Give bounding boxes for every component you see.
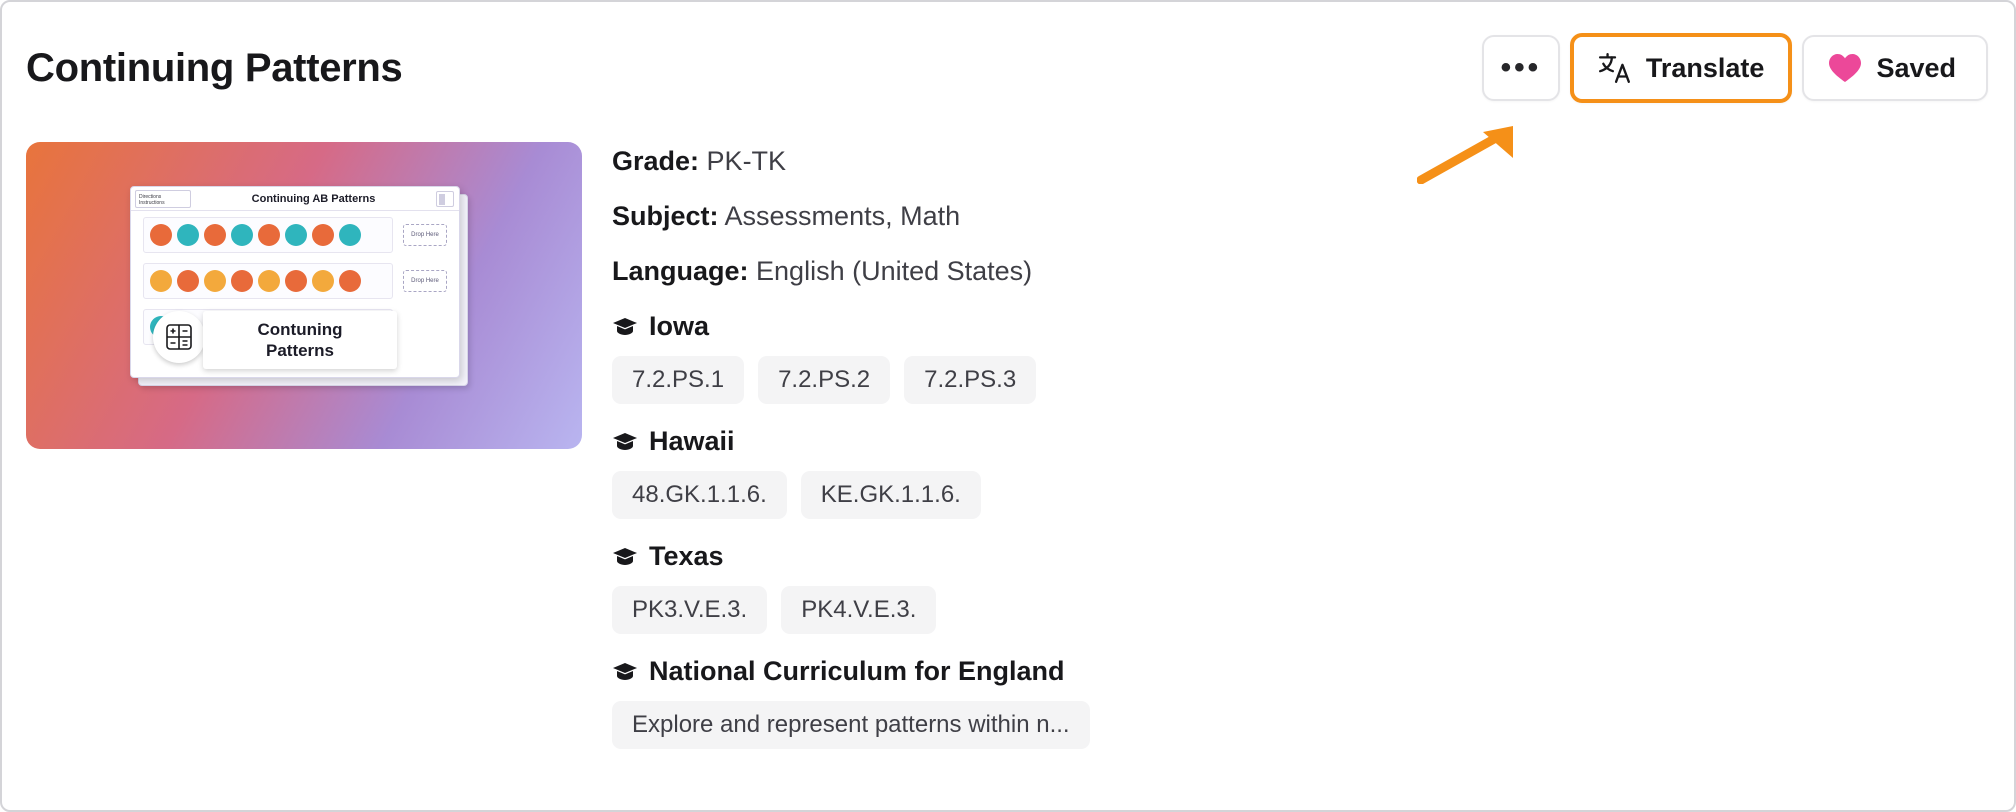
standards-chip-list xyxy=(612,586,1090,634)
standard-chip[interactable]: Explore and represent patterns within n... xyxy=(612,701,1090,749)
region-name: Hawaii xyxy=(649,426,735,456)
standards-chip-list xyxy=(612,471,1090,519)
lesson-thumbnail[interactable] xyxy=(26,142,582,449)
page-title: Continuing Patterns xyxy=(26,45,403,90)
pattern-row-1 xyxy=(143,217,393,253)
grade-value: PK-TK xyxy=(706,146,787,176)
graduation-cap-icon xyxy=(612,317,638,337)
slide-topbar xyxy=(131,187,459,211)
drop-zone-1[interactable]: Drop Here xyxy=(403,224,447,246)
language-label: Language: xyxy=(612,256,749,286)
standards-chip-list xyxy=(612,701,1090,749)
header-actions xyxy=(1482,33,1988,103)
language-value: English (United States) xyxy=(756,256,1033,286)
standard-chip[interactable]: PK4.V.E.3. xyxy=(781,586,936,634)
math-badge-icon xyxy=(153,311,205,363)
standard-chip[interactable]: KE.GK.1.1.6. xyxy=(801,471,981,519)
subject-line xyxy=(612,201,1090,232)
translate-icon xyxy=(1598,51,1632,85)
pattern-row-2 xyxy=(143,263,393,299)
standards-group-iowa xyxy=(612,311,1090,404)
lesson-metadata xyxy=(612,142,1090,810)
heart-icon xyxy=(1828,53,1862,83)
region-name: Iowa xyxy=(649,311,710,341)
translate-button[interactable] xyxy=(1570,33,1793,103)
graduation-cap-icon xyxy=(612,547,638,567)
slide-layout-icon xyxy=(436,191,454,207)
graduation-cap-icon xyxy=(612,662,638,682)
standards-chip-list xyxy=(612,356,1090,404)
standards-region-header xyxy=(612,656,1090,687)
translate-button-label: Translate xyxy=(1645,52,1765,83)
more-options-button[interactable]: ••• xyxy=(1482,35,1560,101)
standard-chip[interactable]: 7.2.PS.1 xyxy=(612,356,744,404)
standards-region-header xyxy=(612,426,1090,457)
standard-chip[interactable]: 7.2.PS.2 xyxy=(758,356,890,404)
standard-chip[interactable]: 7.2.PS.3 xyxy=(904,356,1036,404)
grade-line xyxy=(612,146,1090,177)
language-line xyxy=(612,256,1090,287)
slide-title: Continuing AB Patterns xyxy=(251,192,376,205)
standards-group-england xyxy=(612,656,1090,749)
standard-chip[interactable]: PK3.V.E.3. xyxy=(612,586,767,634)
slide-preview xyxy=(130,186,460,378)
grade-label: Grade: xyxy=(612,146,700,176)
slide-label-line2: Patterns xyxy=(265,341,335,360)
standards-region-header xyxy=(612,541,1090,572)
saved-button-label: Saved xyxy=(1876,52,1956,83)
saved-button[interactable] xyxy=(1802,35,1988,101)
content-area xyxy=(26,142,1990,810)
standards-group-hawaii xyxy=(612,426,1090,519)
region-name: National Curriculum for England xyxy=(649,656,1065,686)
standards-region-header xyxy=(612,311,1090,342)
slide-label-line1: Contuning xyxy=(257,320,343,339)
subject-value: Assessments, Math xyxy=(724,201,961,231)
slide-label-card xyxy=(203,311,397,369)
standard-chip[interactable]: 48.GK.1.1.6. xyxy=(612,471,787,519)
drop-zone-2[interactable]: Drop Here xyxy=(403,270,447,292)
subject-label: Subject: xyxy=(612,201,719,231)
region-name: Texas xyxy=(649,541,724,571)
header xyxy=(26,26,1988,110)
graduation-cap-icon xyxy=(612,432,638,452)
slide-directions-box: Directions Instructions xyxy=(135,190,191,208)
standards-group-texas xyxy=(612,541,1090,634)
